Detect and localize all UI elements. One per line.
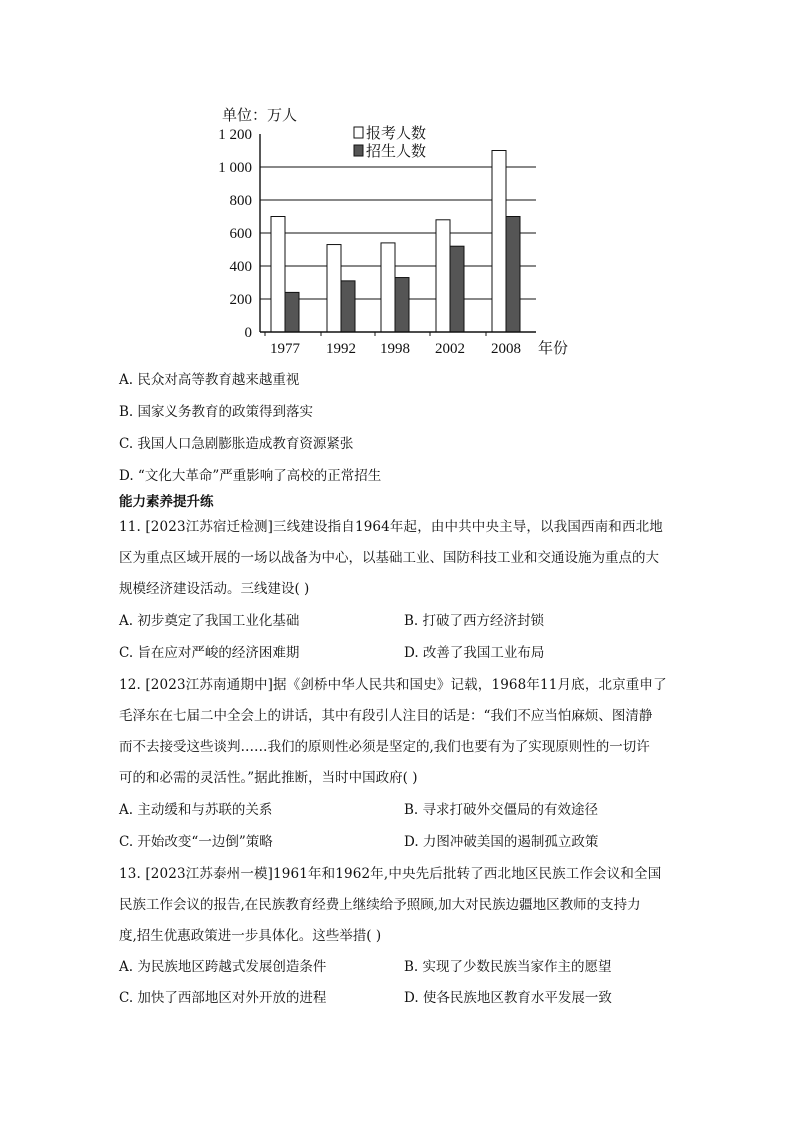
bar-applicants: [271, 217, 285, 333]
y-tick-label: 800: [229, 193, 252, 209]
axes: [218, 127, 536, 357]
q12-option-d[interactable]: D. 力图冲破美国的遏制孤立政策: [404, 834, 599, 850]
y-unit-label: 单位：万人: [222, 108, 298, 124]
chart-legend: [354, 124, 426, 160]
q12-stem-line: 12. [2023江苏南通期中]据《剑桥中华人民共和国史》记载，1968年11月底，北京重申了: [119, 677, 667, 693]
q13-option-c[interactable]: C. 加快了西部地区对外开放的进程: [119, 990, 327, 1006]
q13-option-d[interactable]: D. 使各民族地区教育水平发展一致: [404, 990, 612, 1006]
q12-stem-line: 毛泽东在七届二中全会上的讲话，其中有段引人注目的话是：“我们不应当怕麻烦、图清静: [119, 708, 653, 724]
x-tick-label: 2008: [491, 341, 521, 357]
bar-admitted: [450, 246, 464, 332]
bar-admitted: [285, 292, 299, 332]
q12-option-a[interactable]: A. 主动缓和与苏联的关系: [119, 802, 273, 818]
q13-option-b[interactable]: B. 实现了少数民族当家作主的愿望: [404, 959, 612, 975]
q11-option-a[interactable]: A. 初步奠定了我国工业化基础: [119, 613, 300, 629]
x-tick-label: 1977: [270, 341, 300, 357]
bars: [271, 151, 520, 333]
q13-options-row: [119, 957, 679, 977]
y-tick-label: 1 000: [218, 160, 252, 176]
y-tick-label: 200: [229, 292, 252, 308]
q13-stem-line: 13. [2023江苏泰州一模]1961年和1962年,中央先后批转了西北地区民族工作会议和全国: [119, 866, 662, 882]
q11-stem-line: 11. [2023江苏宿迁检测]三线建设指自1964年起，由中共中央主导，以我国西南和西北地: [119, 519, 663, 535]
legend-swatch-admitted: [354, 145, 363, 156]
bar-applicants: [436, 220, 450, 332]
x-tick-label: 2002: [435, 341, 465, 357]
x-unit-label: 年份: [538, 341, 569, 357]
q10-option-d[interactable]: D. “文化大革命”严重影响了高校的正常招生: [119, 468, 382, 484]
bar-applicants: [381, 243, 395, 332]
q12-option-c[interactable]: C. 开始改变“一边倒”策略: [119, 834, 273, 850]
q11-option-c[interactable]: C. 旨在应对严峻的经济困难期: [119, 645, 300, 661]
y-tick-label: 600: [229, 226, 252, 242]
legend-label-applicants: 报考人数: [366, 126, 427, 142]
q12-options-row: [119, 800, 679, 820]
y-tick-label: 1 200: [218, 127, 252, 143]
q11-stem-line: 规模经济建设活动。三线建设( ): [119, 581, 310, 597]
legend-label-admitted: 招生人数: [366, 144, 427, 160]
q11-option-d[interactable]: D. 改善了我国工业布局: [404, 645, 545, 661]
bar-applicants: [327, 245, 341, 332]
q11-option-b[interactable]: B. 打破了西方经济封锁: [404, 613, 545, 629]
q10-option-a[interactable]: A. 民众对高等教育越来越重视: [119, 372, 300, 388]
q13-option-a[interactable]: A. 为民族地区跨越式发展创造条件: [119, 959, 327, 975]
x-tick-label: 1998: [380, 341, 410, 357]
q11-options-row: [119, 611, 679, 631]
legend-swatch-applicants: [354, 127, 363, 138]
x-tick-label: 1992: [326, 341, 356, 357]
q12-options-row: [119, 832, 679, 852]
bar-admitted: [341, 281, 355, 332]
q13-options-row: [119, 988, 679, 1008]
q11-stem-line: 区为重点区域开展的一场以战备为中心，以基础工业、国防科技工业和交通设施为重点的大: [119, 550, 659, 566]
q13-stem-line: 度,招生优惠政策进一步具体化。这些举措( ): [119, 928, 382, 944]
section-title: 能力素养提升练: [119, 494, 214, 510]
y-tick-label: 400: [229, 259, 252, 275]
q12-stem-line: 而不去接受这些谈判……我们的原则性必须是坚定的,我们也要有为了实现原则性的一切许: [119, 739, 650, 755]
bar-admitted: [506, 217, 520, 333]
y-tick-label: 0: [244, 325, 252, 341]
q12-option-b[interactable]: B. 寻求打破外交僵局的有效途径: [404, 802, 599, 818]
bar-applicants: [492, 151, 506, 333]
bar-admitted: [395, 278, 409, 332]
q11-options-row: [119, 643, 679, 663]
q12-stem-line: 可的和必需的灵活性。”据此推断，当时中国政府( ): [119, 770, 418, 786]
q10-option-c[interactable]: C. 我国人口急剧膨胀造成教育资源紧张: [119, 436, 354, 452]
q10-option-b[interactable]: B. 国家义务教育的政策得到落实: [119, 404, 314, 420]
q13-stem-line: 民族工作会议的报告,在民族教育经费上继续给予照顾,加大对民族边疆地区教师的支持力: [119, 897, 641, 913]
enrollment-bar-chart: [200, 100, 600, 365]
